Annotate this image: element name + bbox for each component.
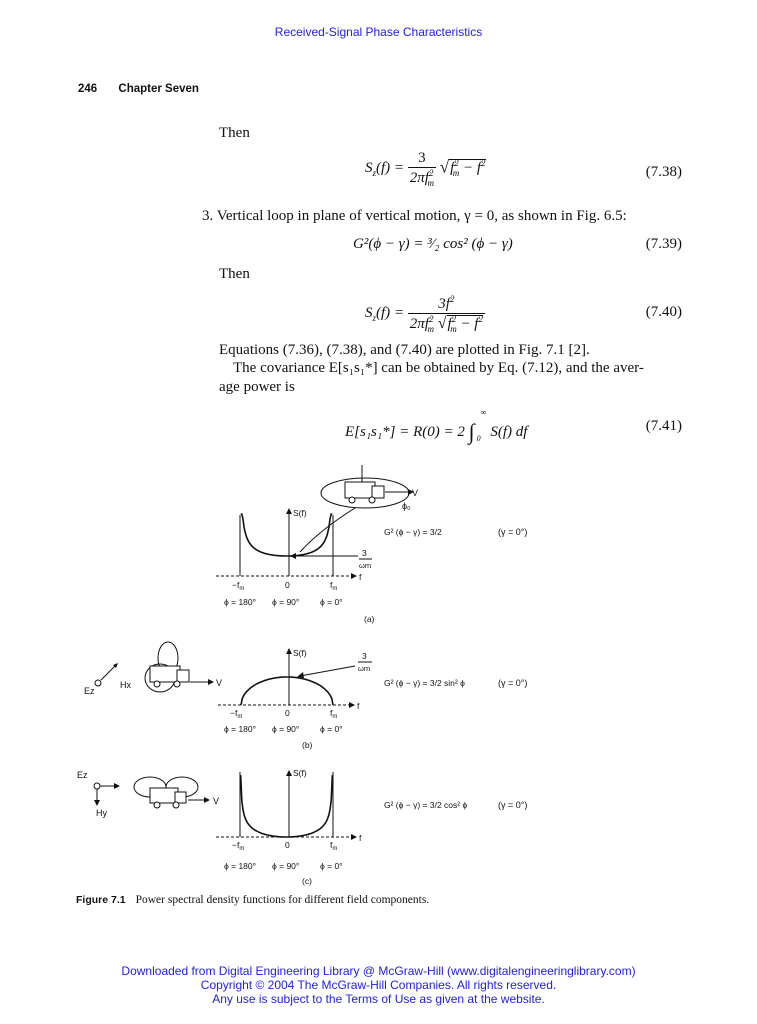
s-axis-label-c: S(f) xyxy=(293,768,307,778)
phi-label-0-b: ϕ = 0° xyxy=(320,724,343,734)
velocity-label-b: V xyxy=(216,678,223,688)
phi-label-180-a: ϕ = 180° xyxy=(224,597,257,607)
figure-caption xyxy=(76,894,429,906)
g-expression-c: G² (ϕ − γ) = 3/2 cos² ϕ xyxy=(384,800,468,810)
tick-zero-a: 0 xyxy=(285,580,290,590)
panel-c xyxy=(77,768,527,886)
tick-neg-fm-b: $-f_m$ xyxy=(230,708,243,720)
tick-zero-c: 0 xyxy=(285,840,290,850)
then-label-1: Then xyxy=(219,125,250,141)
chapter-title: Chapter Seven xyxy=(118,83,199,95)
equation-7-41: E[s₁s₁*] = R(0) = 2 ∫ ∞ 0 S(f) df xyxy=(345,408,528,444)
psd-curve-a xyxy=(241,514,333,556)
psd-curve-c xyxy=(241,775,333,837)
tick-neg-fm-a: $-f_m$ xyxy=(232,580,245,592)
footer-line-3: Any use is subject to the Terms of Use as given at the website. xyxy=(212,992,545,1006)
caption-text: Power spectral density functions for different field components. xyxy=(135,894,430,906)
s-axis-label-a: S(f) xyxy=(293,508,307,518)
download-footer xyxy=(0,964,757,1006)
panel-sublabel-c: (c) xyxy=(302,876,312,886)
ez-label-b: Ez xyxy=(84,686,95,696)
vehicle-c xyxy=(150,788,178,803)
tick-fm-a: $f_m$ xyxy=(330,580,338,592)
hx-label-b: Hx xyxy=(120,680,131,690)
level-denominator-b: ωm xyxy=(358,664,371,673)
footer-line-1[interactable]: Downloaded from Digital Engineering Library @ McGraw-Hill (www.digitalengineeringlibrary.com) xyxy=(121,964,636,978)
equation-number-7-40: (7.40) xyxy=(645,304,682,320)
level-numerator-a: 3 xyxy=(362,548,367,558)
equation-7-40: $S_z(f)$ = $\frac{3f^2}{2\pi f^2_m √f^2_m - f^2}$ xyxy=(365,294,483,334)
velocity-label-c: V xyxy=(213,796,220,806)
tick-neg-fm-c: $-f_m$ xyxy=(232,840,245,852)
page-number: 246 xyxy=(78,83,98,95)
level-numerator-b: 3 xyxy=(362,651,367,661)
velocity-label-a: V xyxy=(412,488,419,498)
vehicle-b xyxy=(150,666,180,682)
equation-number-7-39: (7.39) xyxy=(645,236,682,252)
panel-b xyxy=(84,642,527,750)
s-axis-label-b: S(f) xyxy=(293,648,307,658)
running-header: Received-Signal Phase Characteristics xyxy=(274,25,483,39)
ez-label-c: Ez xyxy=(77,770,88,780)
footer-line-2: Copyright © 2004 The McGraw-Hill Companies. All rights reserved. xyxy=(200,978,557,992)
caption-label: Figure 7.1 xyxy=(76,894,126,906)
phi-label-90-b: ϕ = 90° xyxy=(272,724,300,734)
equation-number-7-41: (7.41) xyxy=(645,418,682,434)
gamma-a: (γ = 0°) xyxy=(498,527,528,537)
paragraph-2-line-2: age power is xyxy=(219,379,295,395)
psd-curve-b xyxy=(241,677,333,705)
gamma-c: (γ = 0°) xyxy=(498,800,528,810)
gamma-b: (γ = 0°) xyxy=(498,678,528,688)
f-axis-label-a: f xyxy=(359,572,362,582)
panel-sublabel-a: (a) xyxy=(364,614,375,624)
g-expression-a: G² (ϕ − γ) = 3/2 xyxy=(384,527,442,537)
phi-label-180-b: ϕ = 180° xyxy=(224,724,257,734)
hy-label-c: Hy xyxy=(96,808,107,818)
phi0-label: ϕ₀ xyxy=(402,501,411,511)
page-header xyxy=(78,83,217,95)
then-label-2: Then xyxy=(219,266,250,282)
level-denominator-a: ωm xyxy=(359,561,372,570)
phi-label-180-c: ϕ = 180° xyxy=(224,861,257,871)
panel-sublabel-b: (b) xyxy=(302,740,313,750)
phi-label-90-a: ϕ = 90° xyxy=(272,597,300,607)
tick-zero-b: 0 xyxy=(285,708,290,718)
f-axis-label-c: f xyxy=(359,833,362,843)
equation-number-7-38: (7.38) xyxy=(645,164,682,180)
tick-fm-b: $f_m$ xyxy=(330,708,338,720)
figure-7-1 xyxy=(0,460,757,890)
phi-label-90-c: ϕ = 90° xyxy=(272,861,300,871)
list-item-3: 3. Vertical loop in plane of vertical motion, γ = 0, as shown in Fig. 6.5: xyxy=(202,208,627,224)
tick-fm-c: $f_m$ xyxy=(330,840,338,852)
panel-a xyxy=(216,465,527,624)
equation-7-39: G²(ϕ − γ) = ³⁄₂ cos² (ϕ − γ) xyxy=(353,236,513,252)
phi-label-0-c: ϕ = 0° xyxy=(320,861,343,871)
equation-7-38: $S_z(f)$ = $\frac{3}{2\pi f^2_m}$ $√f^2_m - f^2$ xyxy=(365,150,486,188)
g-expression-b: G² (ϕ − γ) = 3/2 sin² ϕ xyxy=(384,678,465,688)
paragraph-2-line-1: The covariance E[s₁s₁*] can be obtained by Eq. (7.12), and the aver- xyxy=(233,360,644,376)
vehicle-a xyxy=(345,482,375,498)
f-axis-label-b: f xyxy=(357,701,360,711)
paragraph-1: Equations (7.36), (7.38), and (7.40) are plotted in Fig. 7.1 [2]. xyxy=(219,342,590,358)
phi-label-0-a: ϕ = 0° xyxy=(320,597,343,607)
